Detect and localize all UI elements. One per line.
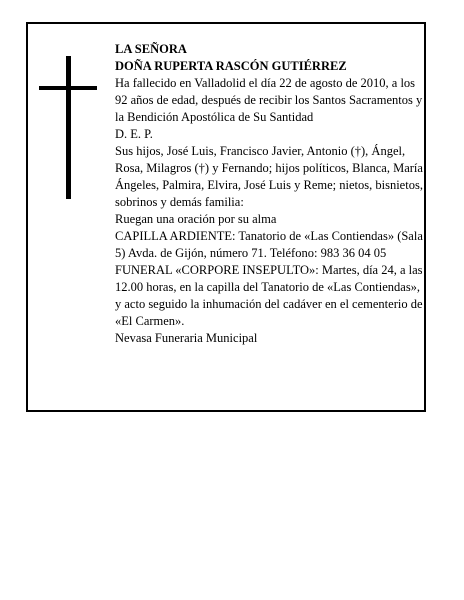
chapel-info: CAPILLA ARDIENTE: Tanatorio de «Las Contiendas» (Sala 5) Avda. de Gijón, número 71. Teléfono: 983 36 04 05: [115, 229, 423, 260]
family-text: Sus hijos, José Luis, Francisco Javier, Antonio (†), Ángel, Rosa, Milagros (†) y Fernando; hijos políticos, Blanca, María Ángeles, Palmira, Elvira, José Luis y Reme; nietos, bisnietos, sobrinos y demás familia:: [115, 144, 423, 209]
obituary-notice: [26, 22, 426, 412]
notice-text: [115, 41, 425, 347]
funeral-info: FUNERAL «CORPORE INSEPULTO»: Martes, día 24, a las 12.00 horas, en la capilla del Tanatorio de «Las Contiendas», y acto seguido la inhumación del cadáver en el cementerio de «El Carmen».: [115, 263, 423, 328]
deceased-name: DOÑA RUPERTA RASCÓN GUTIÉRREZ: [115, 59, 347, 73]
funeral-home: Nevasa Funeraria Municipal: [115, 331, 258, 345]
passing-text: Ha fallecido en Valladolid el día 22 de agosto de 2010, a los 92 años de edad, después de recibir los Santos Sacramentos y la Bendición Apostólica de Su Santidad: [115, 76, 423, 124]
prayer-request: Ruegan una oración por su alma: [115, 212, 277, 226]
notice-heading: LA SEÑORA: [115, 42, 187, 56]
cross-horizontal-bar: [39, 86, 97, 90]
rip-text: D. E. P.: [115, 127, 153, 141]
cross-vertical-bar: [66, 56, 71, 199]
